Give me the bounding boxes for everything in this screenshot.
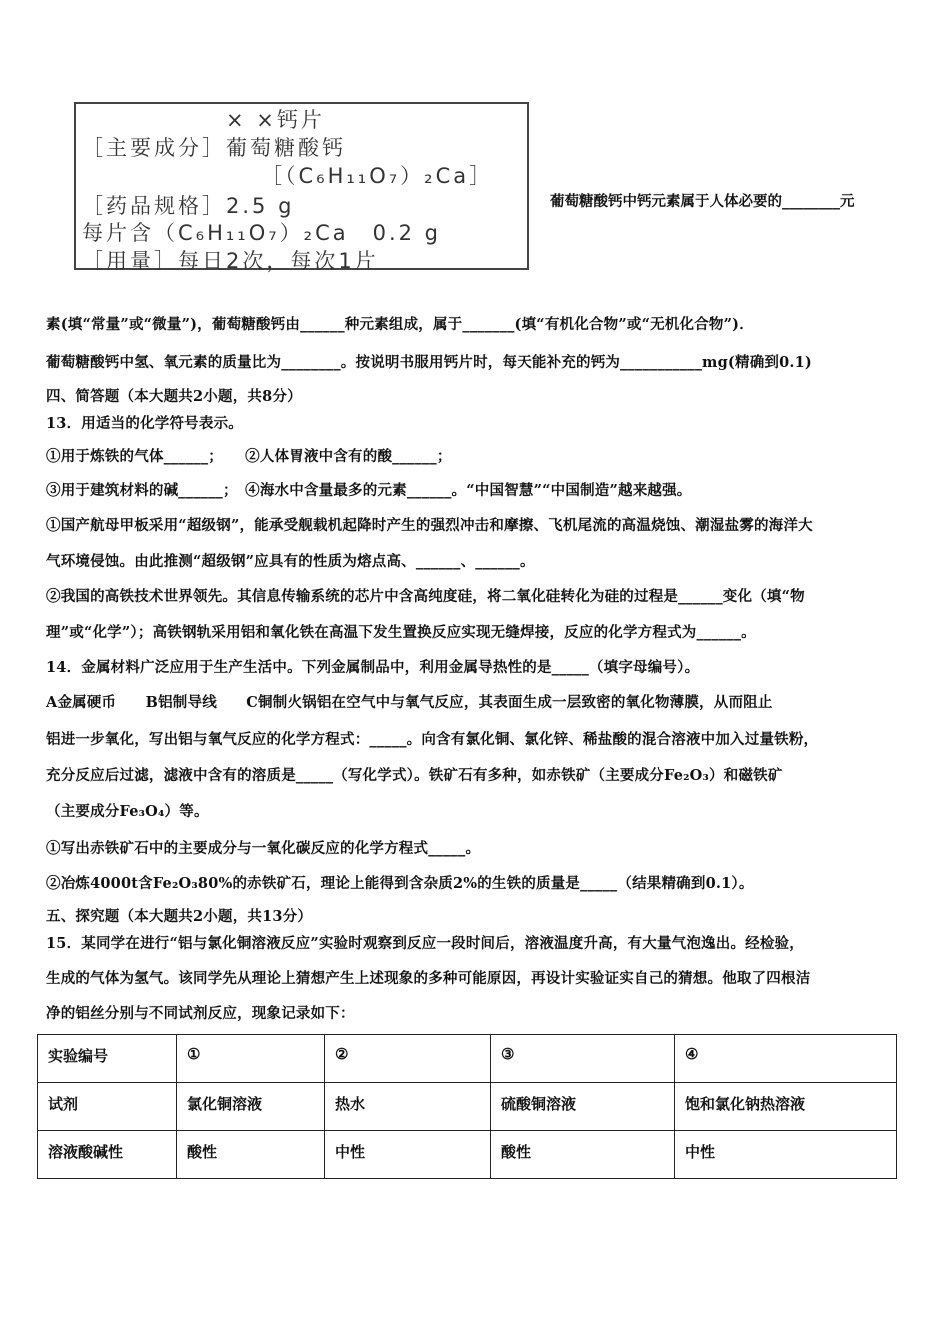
label-title: × ×钙片 <box>226 108 325 132</box>
table-cell: 溶液酸碱性 <box>38 1131 177 1179</box>
question-line: 葡萄糖酸钙中钙元素属于人体必要的________元 <box>550 193 855 210</box>
question-line: 理”或“化学”）；高铁钢轨采用铝和氧化铁在高温下发生置换反应实现无缝焊接，反应的化学方程式为______。 <box>46 624 756 641</box>
question-line: ①写出赤铁矿石中的主要成分与一氧化碳反应的化学方程式_____。 <box>46 840 481 857</box>
table-cell: ② <box>325 1035 491 1083</box>
label-usage: ［用量］每日2次，每次1片 <box>82 249 379 273</box>
table-cell: 酸性 <box>177 1131 325 1179</box>
question-line: A金属硬币 B铝制导线 C铜制火锅铝在空气中与氧气反应，其表面生成一层致密的氧化物薄膜，从而阻止 <box>46 694 773 711</box>
question-line: ②我国的高铁技术世界领先。其信息传输系统的芯片中含高纯度硅，将二氧化硅转化为硅的过程是______变化（填“物 <box>46 588 805 605</box>
table-cell: 中性 <box>675 1131 897 1179</box>
calcium-tablet-label <box>74 102 529 273</box>
table-cell: 中性 <box>325 1131 491 1179</box>
table-cell: 热水 <box>325 1083 491 1131</box>
question-line: 铝进一步氧化，写出铝与氧气反应的化学方程式：_____。向含有氯化铜、氯化锌、稀盐酸的混合溶液中加入过量铁粉， <box>46 731 819 748</box>
question-line: 素(填“常量”或“微量”)，葡萄糖酸钙由______种元素组成，属于_______(填“有机化合物”或“无机化合物”)． <box>46 316 754 333</box>
question-title: 15．某同学在进行“铝与氯化铜溶液反应”实验时观察到反应一段时间后，溶液温度升高，有大量气泡逸出。经检验， <box>46 935 804 952</box>
question-line: ①用于炼铁的气体______； ②人体胃液中含有的酸______； <box>46 448 452 465</box>
section-heading: 四、简答题（本大题共2小题，共8分） <box>46 388 302 405</box>
table-row <box>38 1035 897 1083</box>
table-row <box>38 1083 897 1131</box>
table-cell: ③ <box>491 1035 675 1083</box>
table-cell: 氯化铜溶液 <box>177 1083 325 1131</box>
label-ingredient: ［主要成分］葡萄糖酸钙 <box>82 136 346 160</box>
label-per-tablet: 每片含（C₆H₁₁O₇）₂Ca 0.2 g <box>82 221 442 245</box>
table-cell: 试剂 <box>38 1083 177 1131</box>
table-cell: 饱和氯化钠热溶液 <box>675 1083 897 1131</box>
question-line: ③用于建筑材料的碱______； ④海水中含量最多的元素______。“中国智慧”“中国制造”越来越强。 <box>46 482 692 499</box>
label-formula: ［（C₆H₁₁O₇）₂Ca］ <box>261 164 494 188</box>
question-title: 13．用适当的化学符号表示。 <box>46 415 243 432</box>
section-heading: 五、探究题（本大题共2小题，共13分） <box>46 908 313 925</box>
table-cell: 硫酸铜溶液 <box>491 1083 675 1131</box>
table-cell: ④ <box>675 1035 897 1083</box>
table-cell: ① <box>177 1035 325 1083</box>
question-line: 生成的气体为氢气。该同学先从理论上猜想产生上述现象的多种可能原因，再设计实验证实自己的猜想。他取了四根洁 <box>46 970 811 987</box>
question-line: ①国产航母甲板采用“超级钢”，能承受舰载机起降时产生的强烈冲击和摩擦、飞机尾流的高温烧蚀、潮湿盐雾的海洋大 <box>46 517 813 534</box>
label-spec: ［药品规格］2.5 g <box>82 194 295 218</box>
question-line: （主要成分Fe₃O₄）等。 <box>46 803 209 820</box>
question-line: ②冶炼4000t含Fe₂O₃80%的赤铁矿石，理论上能得到含杂质2%的生铁的质量是_____（结果精确到0.1）。 <box>46 875 754 892</box>
table-row <box>38 1131 897 1179</box>
question-line: 气环境侵蚀。由此推测“超级钢”应具有的性质为熔点高、______、______。 <box>46 553 535 570</box>
experiment-table <box>37 1034 897 1179</box>
question-line: 充分反应后过滤，滤液中含有的溶质是_____（写化学式）。铁矿石有多种，如赤铁矿（主要成分Fe₂O₃）和磁铁矿 <box>46 767 783 784</box>
question-title: 14．金属材料广泛应用于生产生活中。下列金属制品中，利用金属导热性的是_____（填字母编号）。 <box>46 659 700 676</box>
table-cell: 酸性 <box>491 1131 675 1179</box>
table-cell: 实验编号 <box>38 1035 177 1083</box>
question-line: 葡萄糖酸钙中氢、氧元素的质量比为________。按说明书服用钙片时，每天能补充的钙为___________mg(精确到0.1) <box>46 354 812 371</box>
question-line: 净的铝丝分别与不同试剂反应，现象记录如下： <box>46 1005 355 1022</box>
